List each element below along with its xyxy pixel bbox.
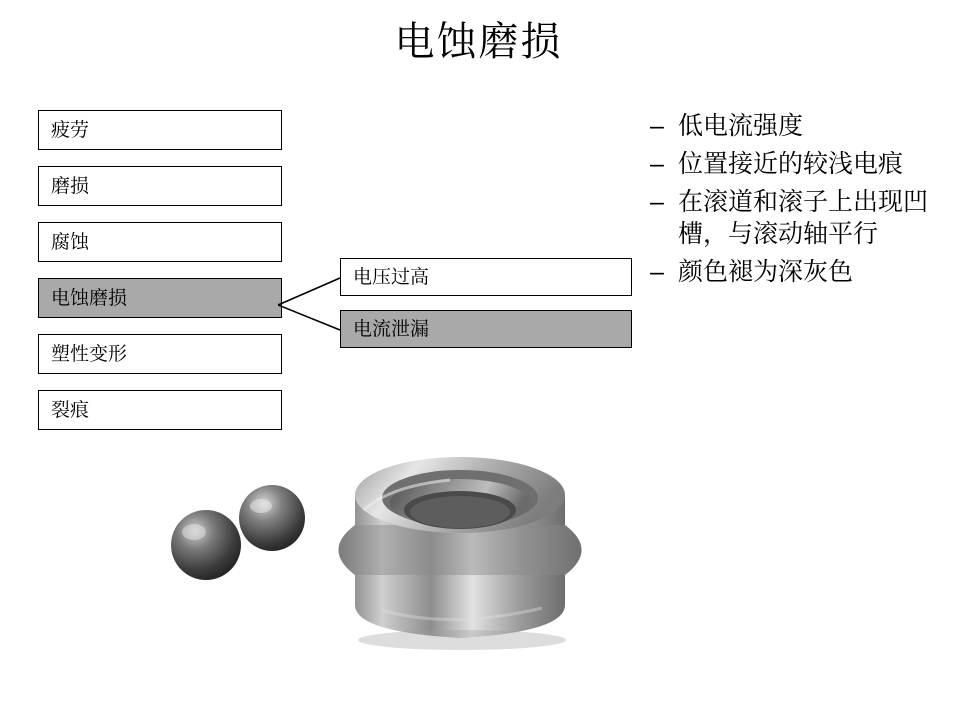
list-item-label: 疲劳 xyxy=(51,119,90,141)
branch-item-current-leakage[interactable] xyxy=(340,310,632,348)
list-item-corrosion[interactable] xyxy=(38,222,282,262)
branch-item-overvoltage[interactable] xyxy=(340,258,632,296)
bullet-marker: – xyxy=(650,112,664,140)
bullet-text: 在滚道和滚子上出现凹槽，与滚动轴平行 xyxy=(678,188,929,248)
list-item-label: 塑性变形 xyxy=(51,343,128,365)
list-item-fatigue[interactable] xyxy=(38,110,282,150)
failure-mode-list xyxy=(38,110,282,446)
bullet-item xyxy=(650,148,940,180)
bullet-marker: – xyxy=(650,258,664,286)
bullet-item xyxy=(650,186,940,250)
branch-item-label: 电流泄漏 xyxy=(353,318,430,340)
list-item-label: 电蚀磨损 xyxy=(51,287,128,309)
bullet-item xyxy=(650,256,940,288)
connector-lines xyxy=(278,250,348,360)
bullet-marker: – xyxy=(650,150,664,178)
list-item-plastic-deformation[interactable] xyxy=(38,334,282,374)
bullet-text: 位置接近的较浅电痕 xyxy=(678,150,904,178)
description-bullet-list xyxy=(650,110,940,294)
page-title: 电蚀磨损 xyxy=(394,20,563,64)
list-item-wear[interactable] xyxy=(38,166,282,206)
list-item-label: 裂痕 xyxy=(51,399,90,421)
list-item-label: 磨损 xyxy=(51,175,90,197)
bullet-text: 低电流强度 xyxy=(678,112,804,140)
branch-item-label: 电压过高 xyxy=(353,266,430,288)
list-item-electrical-erosion[interactable] xyxy=(38,278,282,318)
bearing-ring-and-balls-photo xyxy=(150,400,620,660)
bullet-item xyxy=(650,110,940,142)
bullet-marker: – xyxy=(650,188,664,216)
bullet-text: 颜色褪为深灰色 xyxy=(678,258,854,286)
list-item-label: 腐蚀 xyxy=(51,231,90,253)
